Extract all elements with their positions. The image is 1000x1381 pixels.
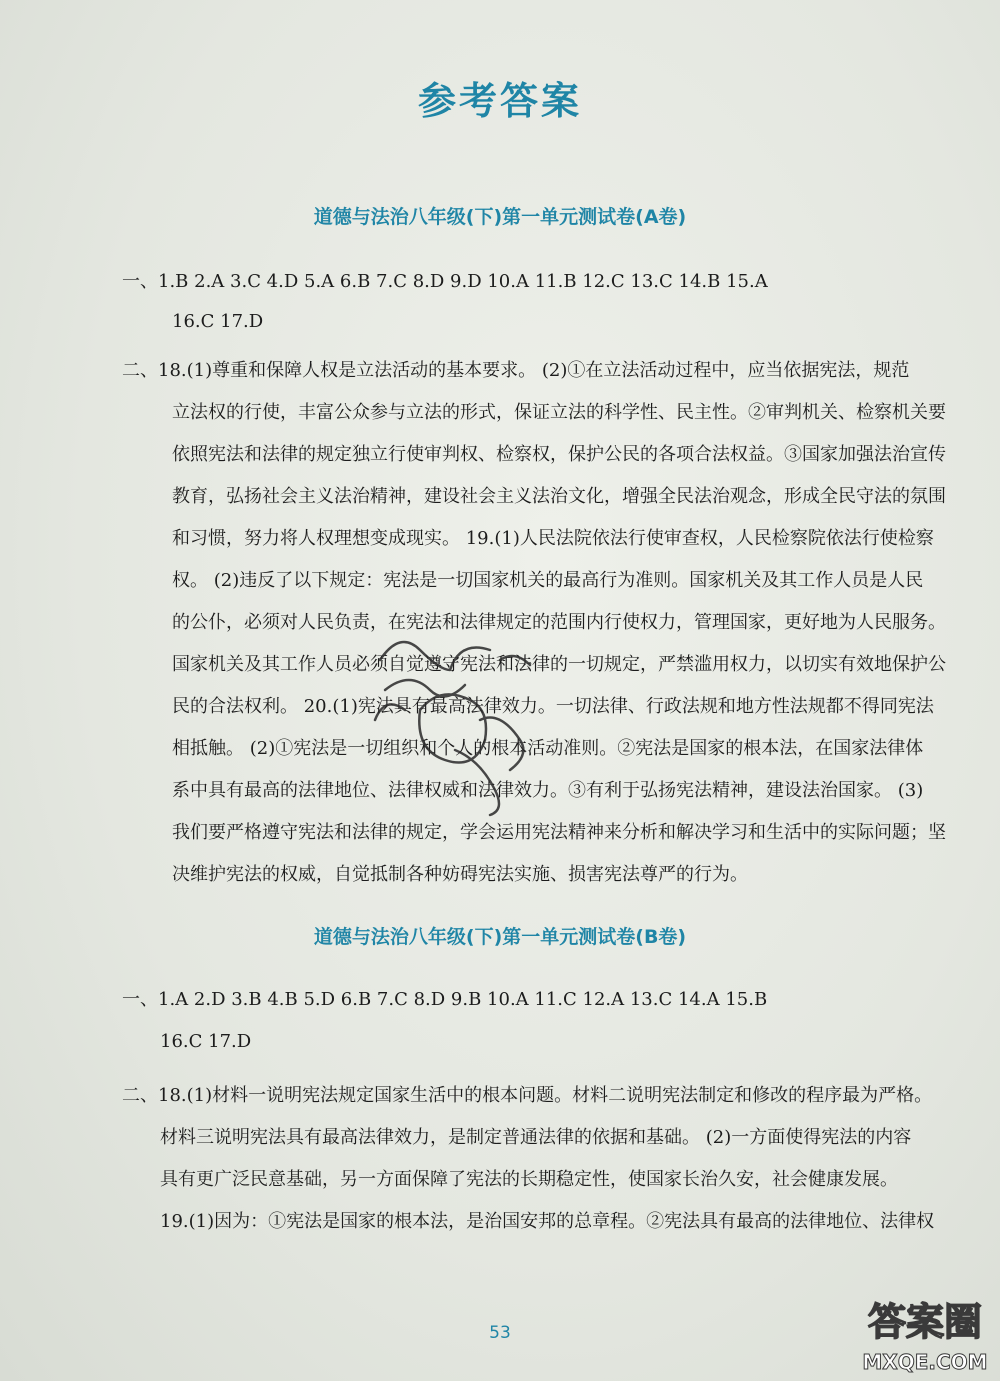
section-a-line-8: 国家机关及其工作人员必须自觉遵守宪法和法律的一切规定，严禁滥用权力，以切实有效地保护公 bbox=[172, 654, 946, 675]
section-a-line-12: 我们要严格遵守宪法和法律的规定，学会运用宪法精神来分析和解决学习和生活中的实际问题；坚 bbox=[172, 822, 946, 843]
handwritten-scribble-icon bbox=[360, 600, 550, 820]
page-title: 参考答案 bbox=[417, 79, 582, 123]
section-b-line-3: 具有更广泛民意基础，另一方面保障了宪法的长期稳定性，使国家长治久安，社会健康发展。 bbox=[160, 1169, 898, 1190]
watermark-text-bottom: MXQE.COM bbox=[862, 1350, 988, 1374]
section-b-heading: 道德与法治八年级(下)第一单元测试卷(B卷) bbox=[313, 926, 687, 948]
section-a-mc-line-2: 16.C 17.D bbox=[172, 311, 264, 332]
section-b-mc-line-2: 16.C 17.D bbox=[160, 1031, 252, 1052]
section-a-mc-line-1: 一、1.B 2.A 3.C 4.D 5.A 6.B 7.C 8.D 9.D 10.A 11.B 12.C 13.C 14.B 15.A bbox=[122, 271, 768, 292]
section-b-line-2: 材料三说明宪法具有最高法律效力，是制定普通法律的依据和基础。 (2)一方面使得宪法的内容 bbox=[160, 1127, 912, 1148]
watermark-logo-icon bbox=[855, 1285, 995, 1377]
section-b-line-1: 二、18.(1)材料一说明宪法规定国家生活中的根本问题。材料二说明宪法制定和修改的程序最为严格。 bbox=[122, 1085, 933, 1106]
watermark-logo bbox=[855, 1285, 995, 1377]
section-a-line-13: 决维护宪法的权威，自觉抵制各种妨碍宪法实施、损害宪法尊严的行为。 bbox=[172, 864, 748, 885]
section-a-line-9: 民的合法权利。 20.(1)宪法具有最高法律效力。一切法律、行政法规和地方性法规都不得同宪法 bbox=[172, 696, 934, 717]
section-a-line-5: 和习惯，努力将人权理想变成现实。 19.(1)人民法院依法行使审查权，人民检察院依法行使检察 bbox=[172, 528, 934, 549]
watermark-text-top: 答案圈 bbox=[867, 1300, 983, 1344]
section-b-line-4: 19.(1)因为：①宪法是国家的根本法，是治国安邦的总章程。②宪法具有最高的法律地位、法律权 bbox=[160, 1211, 935, 1232]
section-a-line-10: 相抵触。 (2)①宪法是一切组织和个人的根本活动准则。②宪法是国家的根本法，在国家法律体 bbox=[172, 738, 924, 759]
section-a-line-4: 教育，弘扬社会主义法治精神，建设社会主义法治文化，增强全民法治观念，形成全民守法的氛围 bbox=[172, 486, 946, 507]
section-a-line-11: 系中具有最高的法律地位、法律权威和法律效力。③有利于弘扬宪法精神，建设法治国家。 (3) bbox=[172, 780, 924, 801]
section-a-line-6: 权。 (2)违反了以下规定：宪法是一切国家机关的最高行为准则。国家机关及其工作人员是人民 bbox=[172, 570, 924, 591]
section-a-line-7: 的公仆，必须对人民负责，在宪法和法律规定的范围内行使权力，管理国家，更好地为人民服务。 bbox=[172, 612, 946, 633]
section-a-heading: 道德与法治八年级(下)第一单元测试卷(A卷) bbox=[313, 206, 687, 228]
section-b-mc-line-1: 一、1.A 2.D 3.B 4.B 5.D 6.B 7.C 8.D 9.B 10.A 11.C 12.A 13.C 14.A 15.B bbox=[122, 989, 768, 1010]
section-a-line-3: 依照宪法和法律的规定独立行使审判权、检察权，保护公民的各项合法权益。③国家加强法治宣传 bbox=[172, 444, 946, 465]
section-a-line-1: 二、18.(1)尊重和保障人权是立法活动的基本要求。 (2)①在立法活动过程中，应当依据宪法，规范 bbox=[122, 360, 910, 381]
section-a-line-2: 立法权的行使，丰富公众参与立法的形式，保证立法的科学性、民主性。②审判机关、检察机关要 bbox=[172, 402, 946, 423]
page-number: 53 bbox=[489, 1323, 511, 1343]
